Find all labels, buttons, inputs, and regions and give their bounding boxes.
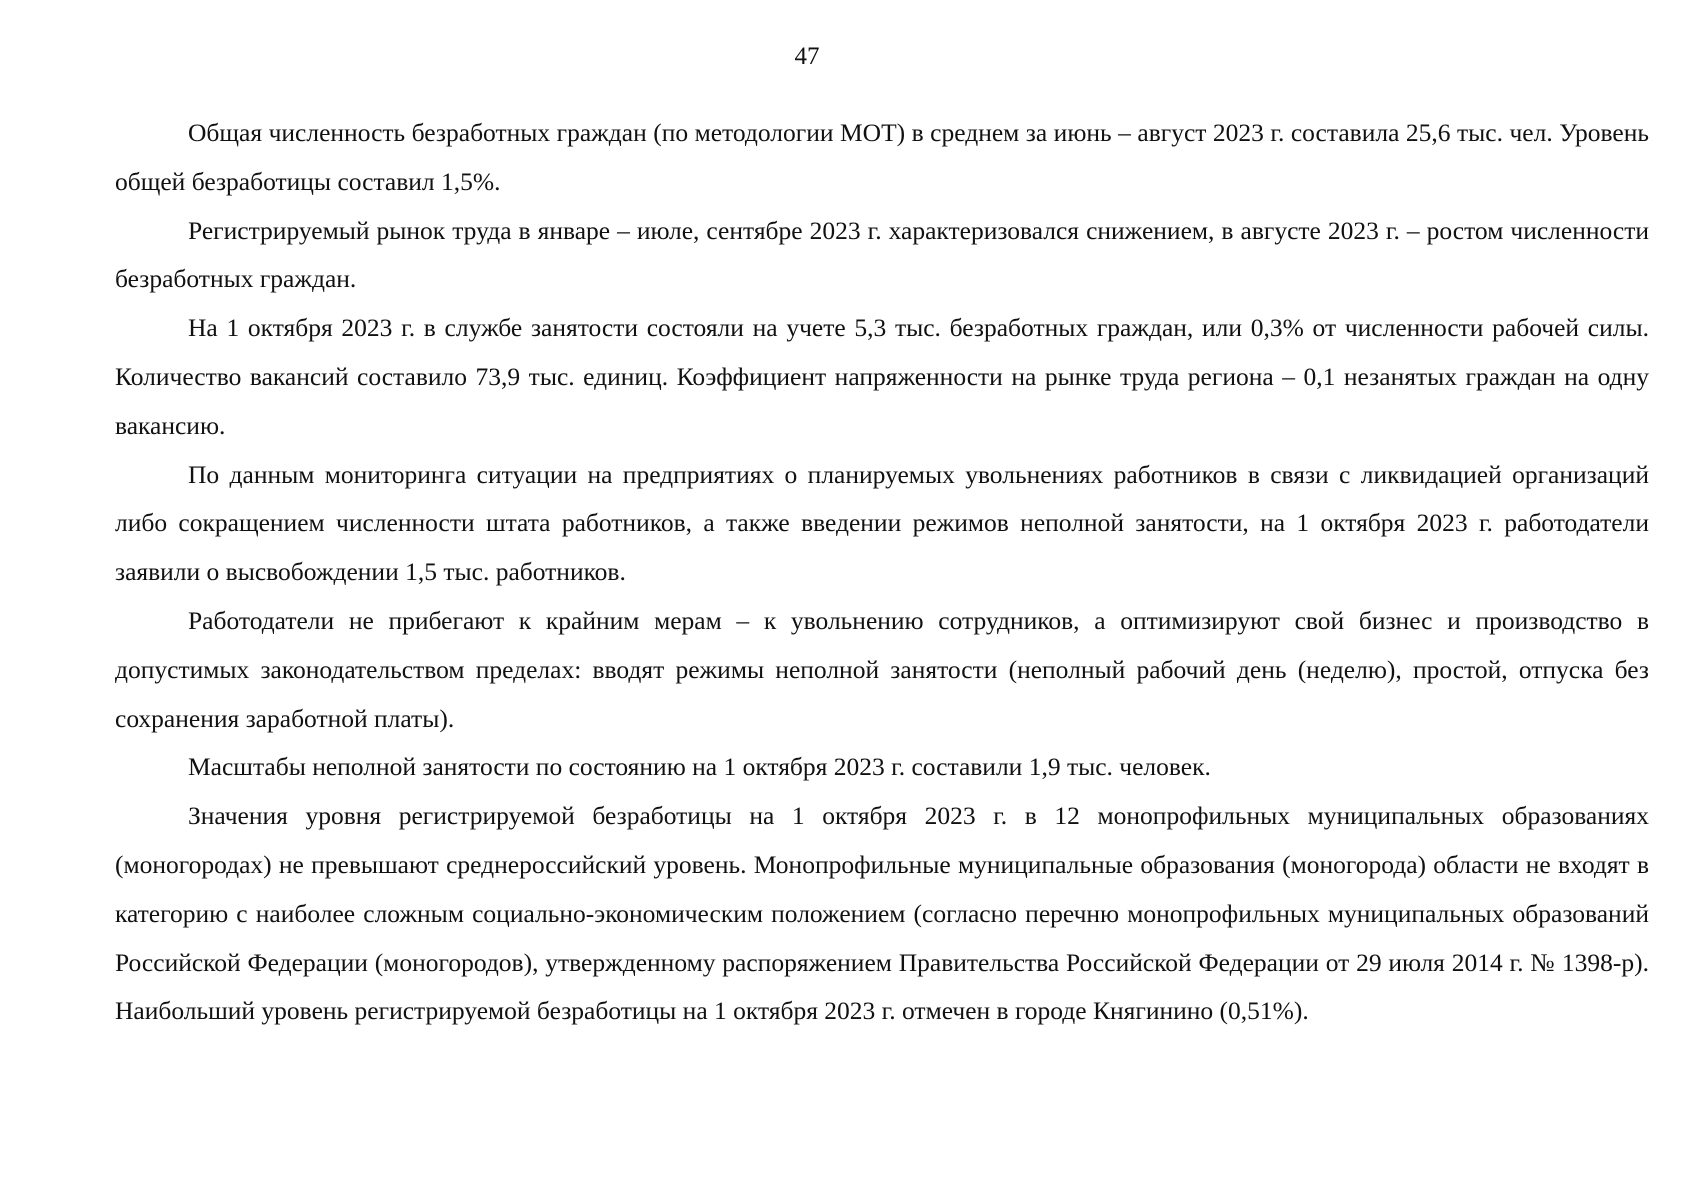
paragraph-employers-measures: Работодатели не прибегают к крайним мерам – к увольнению сотрудников, а оптимизируют свой бизнес и производство в допустимых законодательством пределах: вводят режимы неполной занятости (неполный рабочий день (неделю), простой, отпуска без сохранения заработной платы). bbox=[115, 605, 1649, 733]
paragraph-monotowns: Значения уровня регистрируемой безработицы на 1 октября 2023 г. в 12 монопрофильных муниципальных образованиях (моногородах) не превышают среднероссийский уровень. Монопрофильные муниципальные образования (моногорода) области не входят в категорию с наиболее сложным социально-экономическим положением (согласно перечню монопрофильных муниципальных образований Российской Федерации (моногородов), утвержденному распоряжением Правительства Российской Федерации от 29 июля 2014 г. № 1398-р). Наибольший уровень регистрируемой безработицы на 1 октября 2023 г. отмечен в городе Княгинино (0,51%). bbox=[115, 801, 1649, 1026]
paragraph-part-time-scale: Масштабы неполной занятости по состоянию на 1 октября 2023 г. составили 1,9 тыс. человек. bbox=[188, 752, 1211, 782]
document-body bbox=[115, 109, 1649, 1036]
page-number: 47 bbox=[794, 43, 820, 70]
paragraph-unemployment-ilo: Общая численность безработных граждан (по методологии МОТ) в среднем за июнь – август 2023 г. составила 25,6 тыс. чел. Уровень общей безработицы составил 1,5%. bbox=[115, 118, 1649, 196]
paragraph-employment-service: На 1 октября 2023 г. в службе занятости состояли на учете 5,3 тыс. безработных граждан, или 0,3% от численности рабочей силы. Количество вакансий составило 73,9 тыс. единиц. Коэффициент напряженности на рынке труда региона – 0,1 незанятых граждан на одну вакансию. bbox=[115, 313, 1649, 440]
paragraph-layoff-monitoring: По данным мониторинга ситуации на предприятиях о планируемых увольнениях работников в связи с ликвидацией организаций либо сокращением численности штата работников, а также введении режимов неполной занятости, на 1 октября 2023 г. работодатели заявили о высвобождении 1,5 тыс. работников. bbox=[115, 459, 1649, 587]
paragraph-registered-labor-market: Регистрируемый рынок труда в январе – июле, сентябре 2023 г. характеризовался снижением, в августе 2023 г. – ростом численности безработных граждан. bbox=[115, 215, 1649, 294]
